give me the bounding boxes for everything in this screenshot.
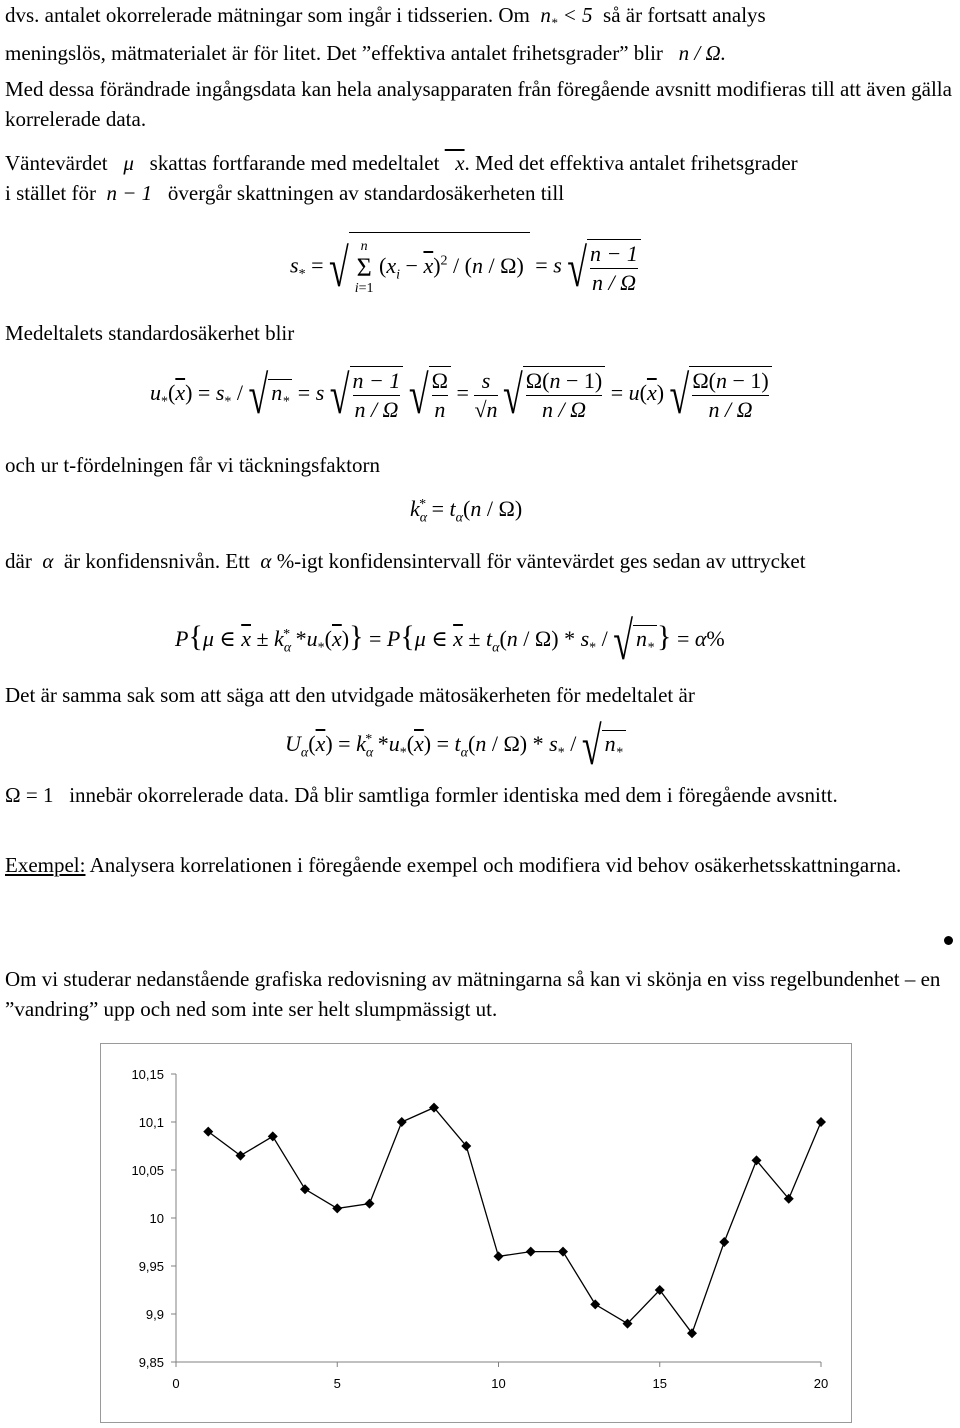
formula-n-over-omega: n / Ω. <box>668 41 726 66</box>
y-tick-label: 9,95 <box>138 1259 164 1274</box>
p3-text-e: övergår skattningen av standardosäkerheten till <box>167 181 565 205</box>
p3-text-d: i stället för <box>5 181 96 205</box>
data-point <box>687 1328 697 1338</box>
equation-U-alpha: $U_\alpha(\overline{x}) = k_\alpha^*$ $*u_*(\overline{x}) = t_\alpha(n / \Omega) * s_*$ / √ $n_*$ <box>285 728 626 764</box>
data-point <box>590 1299 600 1309</box>
data-point <box>332 1203 342 1213</box>
p6-text-c: %-igt konfidensintervall för väntevärdet ges sedan av uttrycket <box>276 549 806 573</box>
paragraph-3 <box>5 148 955 208</box>
p6-text-a: där <box>5 549 32 573</box>
y-tick-label: 9,85 <box>138 1355 164 1370</box>
data-point <box>558 1247 568 1257</box>
data-point <box>397 1117 407 1127</box>
x-tick-label: 5 <box>333 1376 341 1391</box>
y-tick-label: 10 <box>149 1211 164 1226</box>
p6-text-b: är konfidensnivån. Ett <box>63 549 250 573</box>
paragraph-6 <box>5 546 955 576</box>
series-line <box>208 1108 821 1334</box>
data-point <box>300 1184 310 1194</box>
line-chart <box>101 1044 851 1422</box>
paragraph-7: Det är samma sak som att säga att den utvidgade mätosäkerheten för medeltalet är <box>5 683 695 707</box>
paragraph-5: och ur t-fördelningen får vi täckningsfaktorn <box>5 453 380 477</box>
data-point <box>719 1237 729 1247</box>
paragraph-2: Med dessa förändrade ingångsdata kan hela analysapparaten från föregående avsnitt modifieras till att även gälla korrelerade data. <box>5 77 952 131</box>
data-point <box>526 1247 536 1257</box>
data-point <box>816 1117 826 1127</box>
symbol-mu: μ <box>112 151 145 175</box>
p3-text-c: . Med det effektiva antalet frihetsgrader <box>464 151 798 175</box>
symbol-alpha: α <box>37 549 59 573</box>
p3-text-a: Väntevärdet <box>5 151 108 175</box>
data-point <box>494 1251 504 1261</box>
formula-n-minus-1: n − 1 <box>101 181 163 205</box>
paragraph-1 <box>5 0 955 68</box>
equation-confidence-interval: P{μ ∈ $\overline{x} \pm k_\alpha^*$ $*u_*(\overline{x})\} = P\{\mu$ ∈ $\overline{x} \pm t_\alpha(n / \Omega) * s_*$ / √ $n_*$ } = α% <box>175 610 725 671</box>
x-tick-label: 20 <box>813 1376 829 1391</box>
p1-text-c: meningslös, mätmaterialet är för litet. Det ”effektiva antalet frihetsgrader” blir <box>5 41 663 66</box>
data-point <box>365 1199 375 1209</box>
p1-text-a: dvs. antalet okorrelerade mätningar som ingår i tidsserien. Om <box>5 3 530 27</box>
paragraph-4: Medeltalets standardosäkerhet blir <box>5 321 295 345</box>
paragraph-9 <box>5 850 955 880</box>
chart-frame <box>100 1043 852 1423</box>
y-tick-label: 10,15 <box>131 1067 164 1082</box>
bullet-dot <box>944 936 953 945</box>
y-tick-label: 9,9 <box>145 1307 164 1322</box>
y-tick-label: 10,05 <box>131 1163 164 1178</box>
p1-text-b: så är fortsatt analys <box>603 3 766 27</box>
data-point <box>236 1151 246 1161</box>
x-tick-label: 10 <box>491 1376 506 1391</box>
example-text: Analysera korrelationen i föregående exempel och modifiera vid behov osäkerhetsskattningarna. <box>89 853 902 877</box>
formula-omega-eq-1: Ω = 1 <box>5 783 64 807</box>
symbol-x-bar: x <box>444 151 465 175</box>
x-tick-label: 15 <box>652 1376 667 1391</box>
equation-s-star: $s_*$ = √ n Σ i=1 $(x_i - \overline{x})^2 / (n / \Omega) = s$ √ $\frac{n - 1}{n / \Omega}$ <box>290 232 641 303</box>
paragraph-10: Om vi studerar nedanstående grafiska redovisning av mätningarna så kan vi skönja en viss regelbundenhet – en ”vandring” upp och ned som inte ser helt slumpmässigt ut. <box>5 967 941 1021</box>
x-tick-label: 0 <box>172 1376 180 1391</box>
example-label: Exempel: <box>5 853 86 877</box>
p3-text-b: skattas fortfarande med medeltalet <box>149 151 440 175</box>
data-point <box>203 1127 213 1137</box>
formula-n-star-lt-5: $n_* < 5$ <box>535 3 598 31</box>
equation-k-alpha: $k_\alpha^* = t_\alpha(n / \Omega)$ <box>410 496 523 526</box>
data-point <box>268 1131 278 1141</box>
equation-u-star: $u_*(\overline{x}) = s_*$ / √ $n_* = s$ √ $\frac{n - 1}{n / \Omega}$ √ $\frac{\Omega}{n}$ = $\frac{s}{√n}$ √ $\frac{\Omega(n - 1)}{n / \Omega}$ = $u(\overline{x})$ √ $\frac{\Omega(n - 1)}{n / \Omega}$ <box>150 366 772 424</box>
y-tick-label: 10,1 <box>138 1115 164 1130</box>
symbol-alpha-2: α <box>255 549 277 573</box>
paragraph-8 <box>5 780 955 810</box>
p8-text: innebär okorrelerade data. Då blir samtliga formler identiska med dem i föregående avsnitt. <box>69 783 838 807</box>
